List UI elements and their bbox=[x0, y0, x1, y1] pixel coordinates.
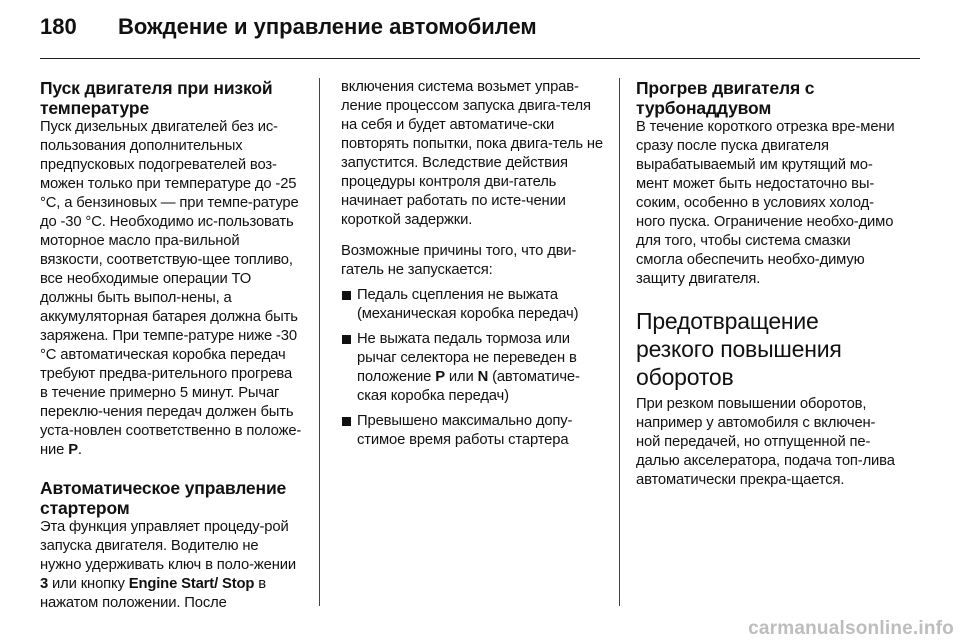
turbo-warmup-paragraph: В течение короткого отрезка вре-мени сразу после пуска двигателя вырабатываемый им крутящий мо-мент может быть недостаточно вы-соким, особенно в условиях холод-ного пуска. Ограничение необхо-димо для того, чтобы система смазки смогла обеспечить необхо-димую защиту двигателя. bbox=[636, 119, 895, 287]
auto-starter-continued: включения система возьмет управ-ление процессом запуска двига-теля на себя и будет автоматиче-ски повторять попытки, пока двига-тель не запустится. Вследствие действия процедуры контроля дви-гатель начинает работать по исте-чении короткой задержки. bbox=[341, 79, 603, 228]
column-1 bbox=[40, 78, 302, 613]
watermark-text: carmanualsonline.info bbox=[748, 618, 954, 639]
engine-start-stop-label: Engine Start/ Stop bbox=[128, 576, 255, 592]
section-heading-auto-starter: Автоматическое управление стартером bbox=[40, 478, 287, 518]
key-position-3: 3 bbox=[40, 576, 49, 592]
list-item: Педаль сцепления не выжата (механическая коробка передач) bbox=[341, 286, 603, 324]
no-start-reasons-intro: Возможные причины того, что дви-гатель не запускается: bbox=[341, 243, 577, 278]
column-2 bbox=[341, 78, 603, 456]
page-number: 180 bbox=[40, 14, 77, 39]
auto-starter-text-c: или кнопку bbox=[48, 576, 129, 592]
list-item: Превышено максимально допу-стимое время работы стартера bbox=[341, 412, 603, 450]
header-rule bbox=[40, 58, 920, 59]
position-p-label: P bbox=[435, 369, 445, 385]
section-heading-turbo-warmup: Прогрев двигателя с турбонаддувом bbox=[636, 78, 815, 118]
section-heading-cold-start: Пуск двигателя при низкой температуре bbox=[40, 78, 273, 118]
section-heading-overrev: Предотвращение резкого повышения оборотов bbox=[636, 308, 842, 390]
bullet2-text-c: или bbox=[444, 369, 478, 385]
column-3 bbox=[636, 78, 898, 490]
column-divider-2 bbox=[619, 78, 620, 606]
cold-start-end: . bbox=[77, 442, 82, 458]
chapter-title: Вождение и управление автомобилем bbox=[118, 14, 537, 39]
auto-starter-text-e: в нажатом положении. После bbox=[40, 576, 266, 611]
auto-starter-text-a: Эта функция управляет процеду-рой запуска двигателя. Водителю не нужно удерживать ключ в поло-жении bbox=[40, 519, 296, 573]
cold-start-text: Пуск дизельных двигателей без ис-пользования дополнительных предпусковых подогревателей воз-можен только при температуре до -25 °C, а бензиновых — при темпе-ратуре до -30 °C. Необходимо ис-пользовать моторное масло пра-вильной вязкости, соответствую-щее топливо, все необходимые операции ТО должны быть выпол-нены, а аккумуляторная батарея должна быть заряжена. При темпе-ратуре ниже -30 °C автоматическая коробка передач требуют предва-рительного прогрева в течение примерно 5 минут. Рычаг переклю-чения передач должен быть уста-новлен соответственно в положе- bbox=[40, 119, 302, 439]
position-p-label: P bbox=[68, 442, 78, 458]
page-header bbox=[40, 14, 920, 40]
bullet2-text-e: (автоматиче-ская коробка передач) bbox=[357, 369, 580, 404]
cold-start-tail: ние bbox=[40, 442, 69, 458]
cold-start-paragraph bbox=[40, 118, 302, 460]
overrev-paragraph: При резком повышении оборотов, например у автомобиля с включен-ной передачей, но отпущенной пе-далью акселератора, подача топ-лива автоматически прекра-щается. bbox=[636, 396, 895, 488]
no-start-reasons-list bbox=[341, 286, 603, 450]
bullet2-text-a: Не выжата педаль тормоза или рычаг селектора не переведен в положение bbox=[357, 331, 577, 385]
list-item bbox=[341, 330, 603, 406]
auto-starter-paragraph bbox=[40, 518, 302, 613]
column-divider-1 bbox=[319, 78, 320, 606]
position-n-label: N bbox=[477, 369, 489, 385]
